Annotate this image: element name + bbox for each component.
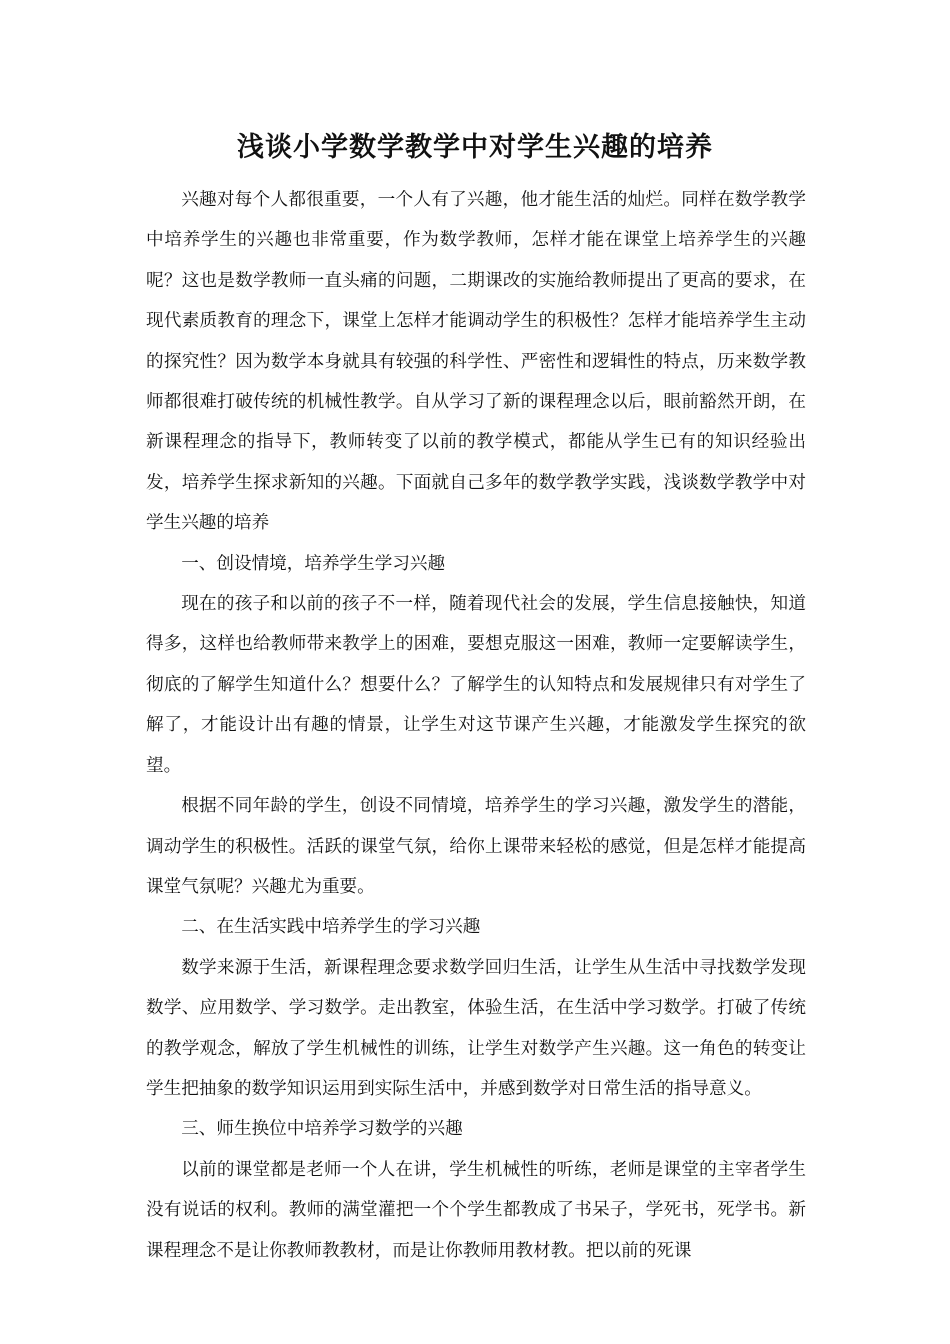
paragraph: 数学来源于生活，新课程理念要求数学回归生活，让学生从生活中寻找数学发现数学、应用数学、学习数学。走出教室，体验生活，在生活中学习数学。打破了传统的教学观念，解放了学生机械性的训练，让学生对数学产生兴趣。这一角色的转变让学生把抽象的数学知识运用到实际生活中，并感到数学对日常生活的指导意义。 bbox=[146, 957, 806, 1099]
page-title: 浅谈小学数学教学中对学生兴趣的培养 bbox=[237, 132, 713, 163]
document-body bbox=[146, 180, 806, 1271]
section-heading-2: 二、在生活实践中培养学生的学习兴趣 bbox=[181, 917, 481, 938]
paragraph: 根据不同年龄的学生，创设不同情境，培养学生的学习兴趣，激发学生的潜能，调动学生的积极性。活跃的课堂气氛，给你上课带来轻松的感觉，但是怎样才能提高课堂气氛呢？兴趣尤为重要。 bbox=[146, 796, 806, 897]
paragraph-intro: 兴趣对每个人都很重要，一个人有了兴趣，他才能生活的灿烂。同样在数学教学中培养学生的兴趣也非常重要，作为数学教师，怎样才能在课堂上培养学生的兴趣呢？这也是数学教师一直头痛的问题，二期课改的实施给教师提出了更高的要求，在现代素质教育的理念下，课堂上怎样才能调动学生的积极性？怎样才能培养学生主动的探究性？因为数学本身就具有较强的科学性、严密性和逻辑性的特点，历来数学教师都很难打破传统的机械性教学。自从学习了新的课程理念以后，眼前豁然开朗，在新课程理念的指导下，教师转变了以前的教学模式，都能从学生已有的知识经验出发，培养学生探求新知的兴趣。下面就自己多年的数学教学实践，浅谈数学教学中对学生兴趣的培养 bbox=[146, 190, 806, 534]
section-heading-1: 一、创设情境，培养学生学习兴趣 bbox=[181, 553, 446, 574]
paragraph: 以前的课堂都是老师一个人在讲，学生机械性的听练，老师是课堂的主宰者学生没有说话的权利。教师的满堂灌把一个个学生都教成了书呆子，学死书，死学书。新课程理念不是让你教师教教材，而是让你教师用教材教。把以前的死课 bbox=[146, 1159, 806, 1261]
paragraph: 现在的孩子和以前的孩子不一样，随着现代社会的发展，学生信息接触快，知道得多，这样也给教师带来教学上的困难，要想克服这一困难，教师一定要解读学生，彻底的了解学生知道什么？想要什么？了解学生的认知特点和发展规律只有对学生了解了，才能设计出有趣的情景，让学生对这节课产生兴趣，才能激发学生探究的欲望。 bbox=[146, 594, 806, 776]
section-heading-3: 三、师生换位中培养学习数学的兴趣 bbox=[181, 1119, 463, 1140]
